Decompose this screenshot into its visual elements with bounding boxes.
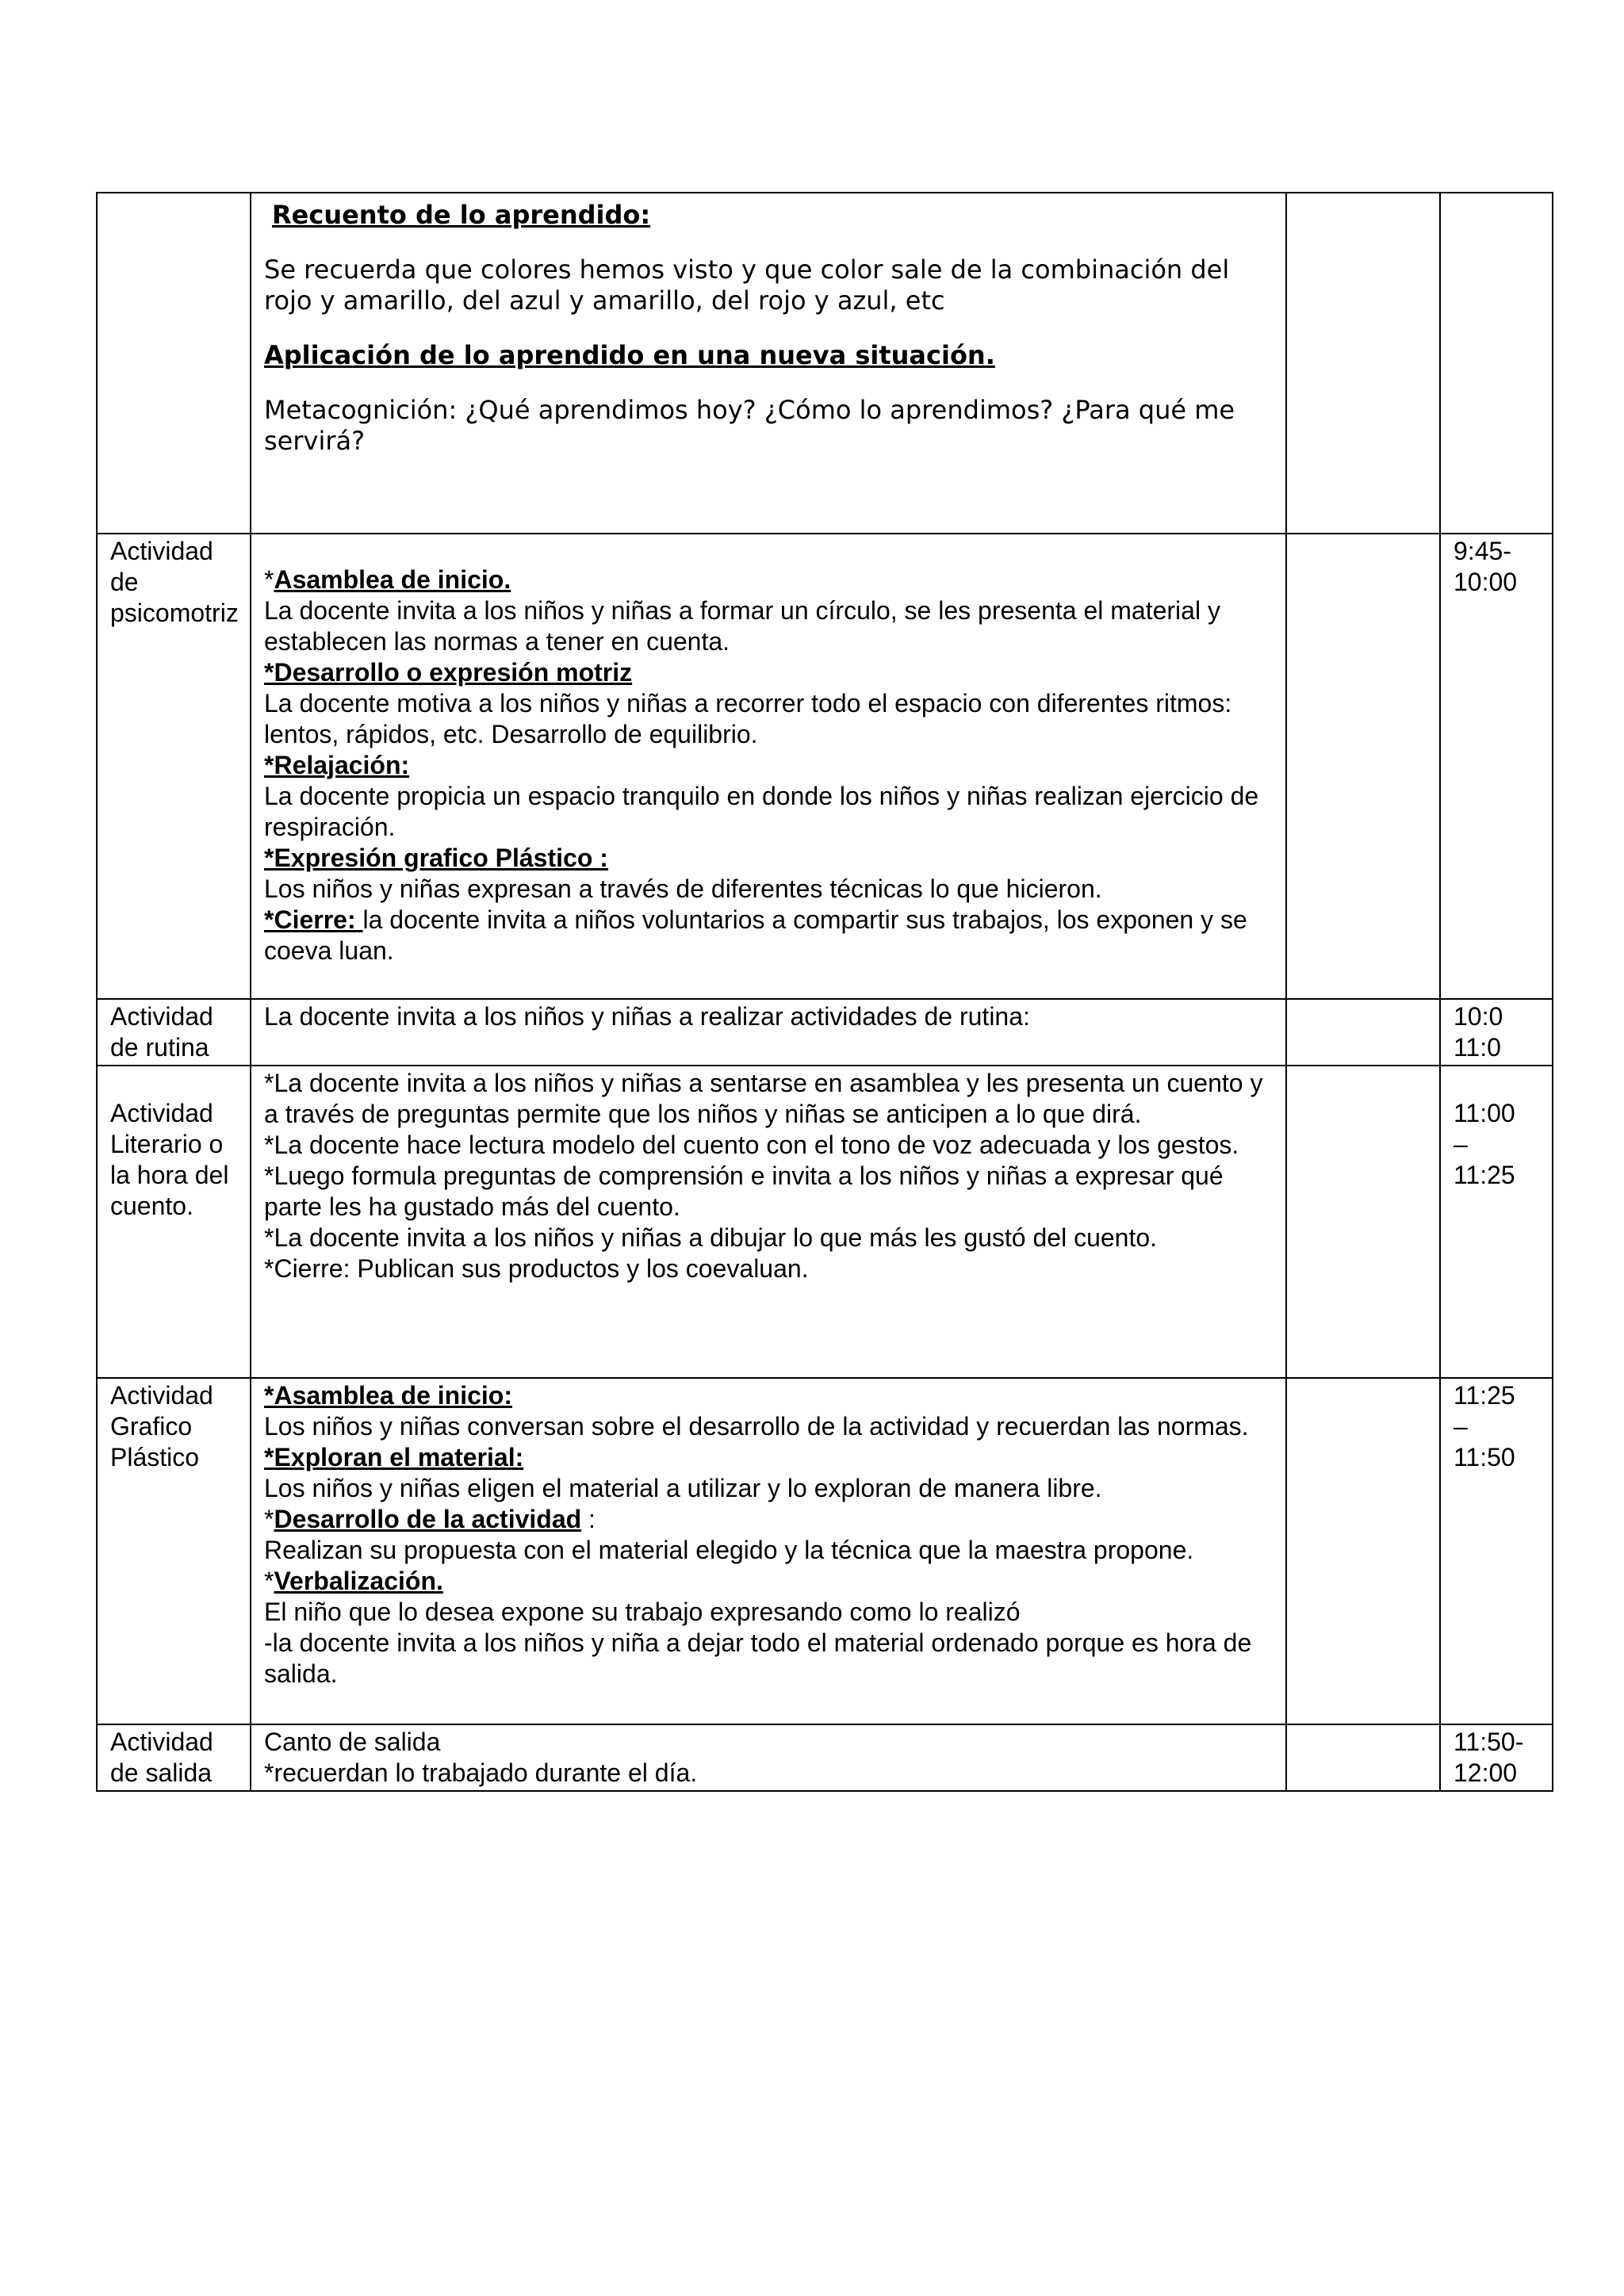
table-row <box>97 999 1553 1066</box>
activity-content <box>251 1724 1286 1791</box>
activity-content <box>251 1066 1286 1378</box>
item-text: la docente invita a niños voluntarios a compartir sus trabajos, los exponen y se coeva luan. <box>264 905 1247 965</box>
item-title <box>264 1442 1273 1473</box>
empty-cell <box>1286 534 1440 999</box>
item-heading: *Exploran el material: <box>264 1443 524 1471</box>
activity-content <box>251 193 1286 534</box>
table-row <box>97 1378 1553 1724</box>
item-text: *La docente hace lectura modelo del cuento con el tono de voz adecuada y los gestos. <box>264 1131 1239 1159</box>
time-cell: 11:50-12:00 <box>1440 1724 1553 1791</box>
item-text: La docente invita a los niños y niñas a formar un círculo, se les presenta el material y establecen las normas a tener en cuenta. <box>264 596 1220 656</box>
section-heading: Recuento de lo aprendido: <box>272 200 651 230</box>
closing-text: -la docente invita a los niños y niña a dejar todo el material ordenado porque es hora de salida. <box>264 1628 1252 1688</box>
item-heading: *Asamblea de inicio: <box>264 1381 512 1410</box>
time-line: – <box>1454 1130 1468 1158</box>
time-line: 11:25 <box>1454 1161 1515 1189</box>
time-cell <box>1440 999 1553 1066</box>
empty-cell <box>1286 999 1440 1066</box>
activity-label: Actividad Literario o la hora del cuento. <box>97 1066 251 1378</box>
item-title <box>264 564 1273 595</box>
lesson-plan-table <box>96 192 1553 1792</box>
item-text: El niño que lo desea expone su trabajo expresando como lo realizó <box>264 1598 1021 1626</box>
item-text: La docente motiva a los niños y niñas a recorrer todo el espacio con diferentes ritmos: lentos, rápidos, etc. Desarrollo de equilibrio. <box>264 689 1232 748</box>
item-text: Los niños y niñas conversan sobre el desarrollo de la actividad y recuerdan las normas. <box>264 1412 1249 1441</box>
item-text: La docente propicia un espacio tranquilo en donde los niños y niñas realizan ejercicio de respiración. <box>264 782 1259 841</box>
time-cell: 9:45-10:00 <box>1440 534 1553 999</box>
item-text: *Cierre: Publican sus productos y los coevaluan. <box>264 1254 809 1283</box>
section-heading: Aplicación de lo aprendido en una nueva situación. <box>264 340 995 370</box>
activity-label: Actividad de salida <box>97 1724 251 1791</box>
time-cell <box>1440 1378 1553 1724</box>
empty-cell <box>1286 193 1440 534</box>
activity-label: Actividad de psicomotriz <box>97 534 251 999</box>
item-title <box>264 1504 1273 1535</box>
table-row <box>97 1066 1553 1378</box>
empty-cell <box>1286 1724 1440 1791</box>
activity-content <box>251 534 1286 999</box>
item-text: Realizan su propuesta con el material elegido y la técnica que la maestra propone. <box>264 1536 1194 1564</box>
prefix: * <box>264 565 274 594</box>
prefix: * <box>264 1505 274 1533</box>
time-line: 10:0 <box>1454 1002 1503 1031</box>
item-heading: Verbalización. <box>274 1567 443 1595</box>
item-text: *recuerdan lo trabajado durante el día. <box>264 1758 698 1787</box>
time-cell <box>1440 1066 1553 1378</box>
prefix: * <box>264 1567 274 1595</box>
activity-content <box>251 1378 1286 1724</box>
activity-label: Actividad de rutina <box>97 999 251 1066</box>
time-line: 11:50 <box>1454 1443 1515 1471</box>
item-heading: Desarrollo de la actividad <box>274 1505 582 1533</box>
item-heading: Asamblea de inicio. <box>274 565 511 594</box>
item-heading: *Relajación: <box>264 751 410 779</box>
item-text: *La docente invita a los niños y niñas a sentarse en asamblea y les presenta un cuento y a través de preguntas permite que los niños y niñas se anticipen a lo que dirá. <box>264 1069 1263 1128</box>
empty-cell <box>1286 1066 1440 1378</box>
item-text: *La docente invita a los niños y niñas a dibujar lo que más les gustó del cuento. <box>264 1223 1158 1252</box>
table-row <box>97 534 1553 999</box>
paragraph: Se recuerda que colores hemos visto y que color sale de la combinación del rojo y amarillo, del azul y amarillo, del rojo y azul, etc <box>264 254 1230 316</box>
time-line: – <box>1454 1412 1468 1441</box>
time-line: 11:25 <box>1454 1381 1515 1410</box>
item-text: Los niños y niñas expresan a través de diferentes técnicas lo que hicieron. <box>264 874 1102 903</box>
cierre-line <box>264 905 1273 966</box>
activity-label <box>97 193 251 534</box>
activity-content: La docente invita a los niños y niñas a realizar actividades de rutina: <box>251 999 1286 1066</box>
suffix: : <box>581 1505 596 1533</box>
item-title <box>264 1566 1273 1597</box>
item-text: *Luego formula preguntas de comprensión e invita a los niños y niñas a expresar qué parte les ha gustado más del cuento. <box>264 1161 1224 1221</box>
item-heading: *Desarrollo o expresión motriz <box>264 658 633 687</box>
item-text: Canto de salida <box>264 1728 441 1756</box>
time-line: 11:0 <box>1454 1033 1501 1062</box>
item-text: Los niños y niñas eligen el material a utilizar y lo exploran de manera libre. <box>264 1474 1102 1502</box>
item-title <box>264 1380 1273 1411</box>
item-heading: *Cierre: <box>264 905 363 934</box>
activity-label: Actividad Grafico Plástico <box>97 1378 251 1724</box>
time-line: 11:00 <box>1454 1099 1515 1127</box>
empty-cell <box>1286 1378 1440 1724</box>
table-row <box>97 1724 1553 1791</box>
time-cell <box>1440 193 1553 534</box>
table-row <box>97 193 1553 534</box>
paragraph: Metacognición: ¿Qué aprendimos hoy? ¿Cómo lo aprendimos? ¿Para qué me servirá? <box>264 395 1235 456</box>
item-heading: *Expresión grafico Plástico : <box>264 844 608 872</box>
